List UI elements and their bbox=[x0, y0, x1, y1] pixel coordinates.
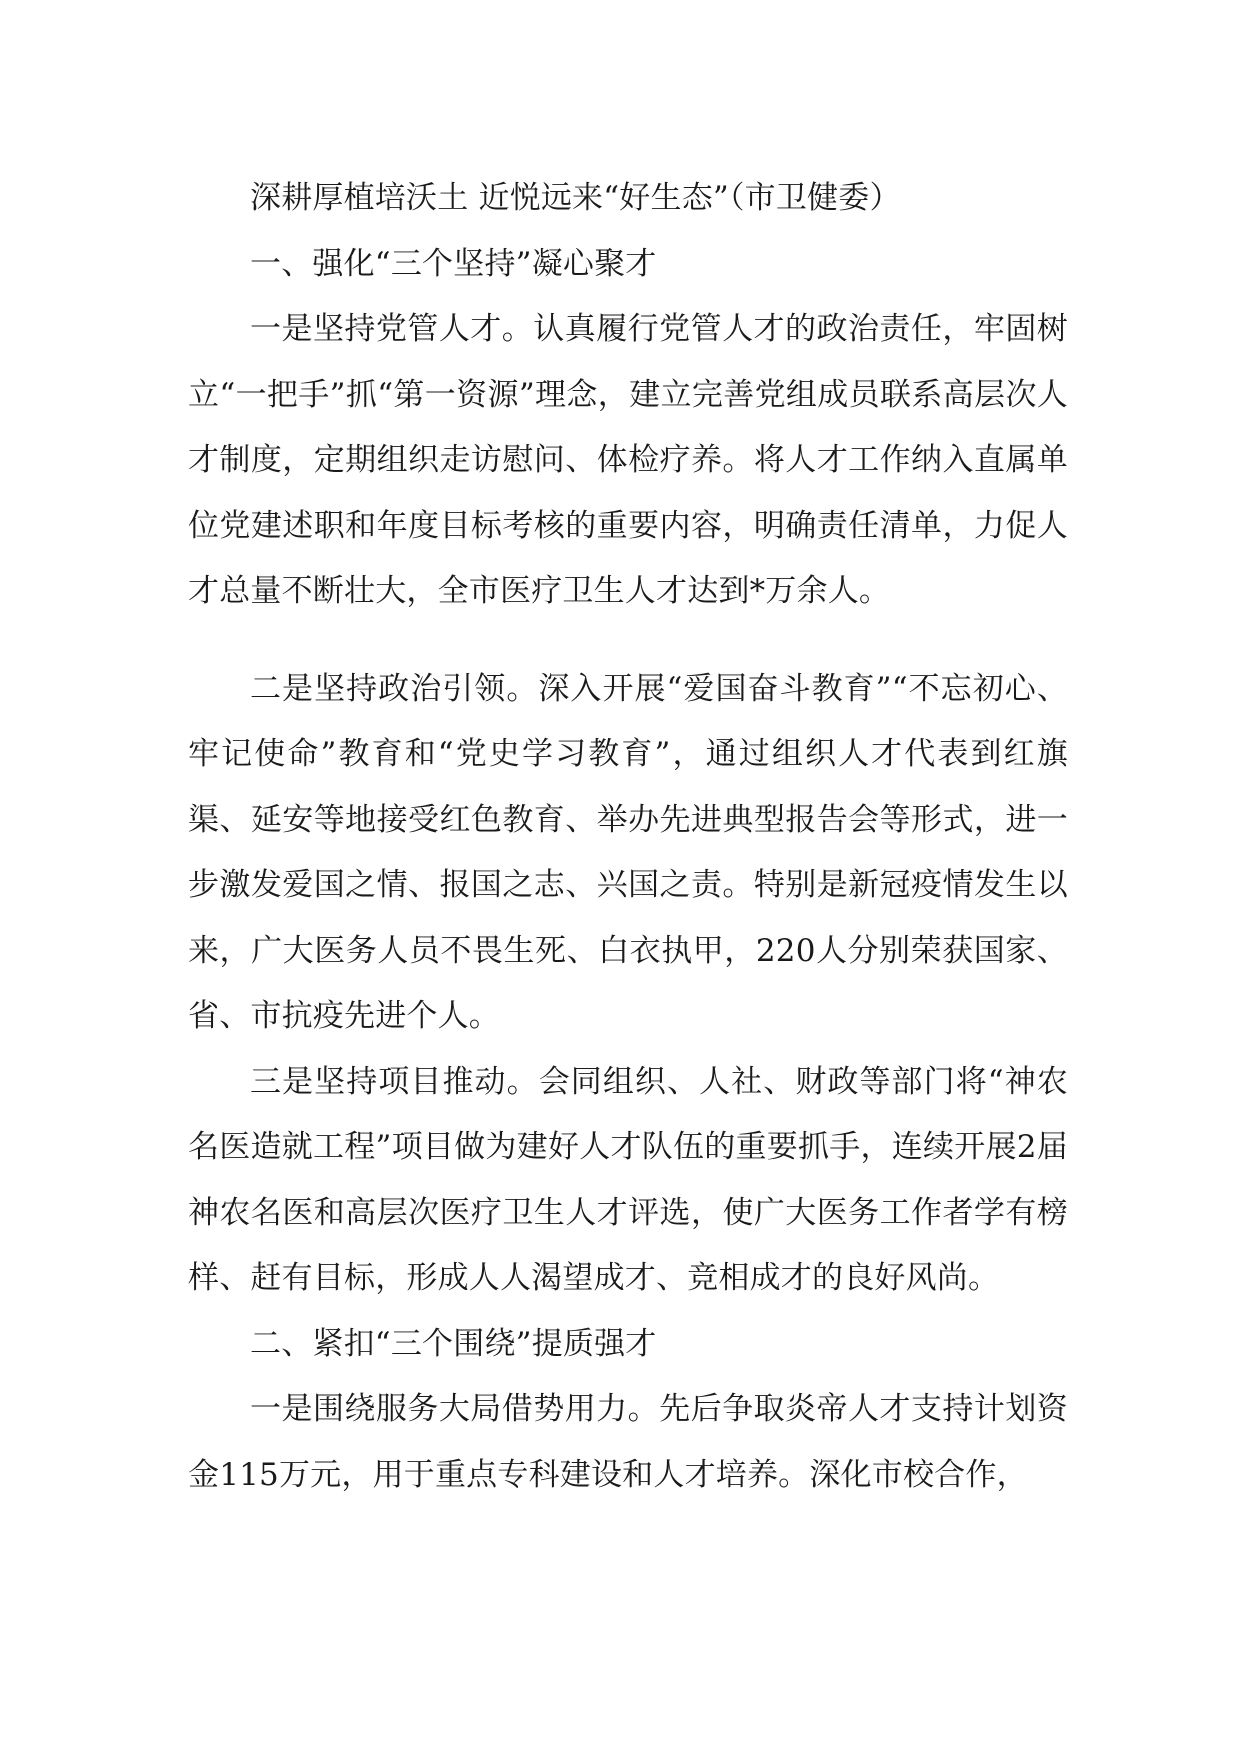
paragraph-project-promotion: 三是坚持项目推动。会同组织、人社、财政等部门将“神农名医造就工程”项目做为建好人才队伍的重要抓手，连续开展2届神农名医和高层次医疗卫生人才评选，使广大医务工作者学有榜样、赶有目标，形成人人渴望成才、竞相成才的良好风尚。 bbox=[188, 1063, 1068, 1296]
section-heading-2: 二、紧扣“三个围绕”提质强才 bbox=[250, 1325, 657, 1362]
paragraph-party-management: 一是坚持党管人才。认真履行党管人才的政治责任，牢固树立“一把手”抓“第一资源”理念，建立完善党组成员联系高层次人才制度，定期组织走访慰问、体检疗养。将人才工作纳入直属单位党建述职和年度目标考核的重要内容，明确责任清单，力促人才总量不断壮大，全市医疗卫生人才达到*万余人。 bbox=[188, 311, 1068, 609]
section-heading-1: 一、强化“三个坚持”凝心聚才 bbox=[250, 245, 657, 282]
document-body bbox=[188, 166, 1068, 1508]
paragraph-political-guidance: 二是坚持政治引领。深入开展“爱国奋斗教育”“不忘初心、牢记使命”教育和“党史学习教育”，通过组织人才代表到红旗渠、延安等地接受红色教育、举办先进典型报告会等形式，进一步激发爱国之情、报国之志、兴国之责。特别是新冠疫情发生以来，广大医务人员不畏生死、白衣执甲，220人分别荣获国家、省、市抗疫先进个人。 bbox=[188, 670, 1068, 1034]
document-title: 深耕厚植培沃土 近悦远来“好生态”（市卫健委） bbox=[250, 180, 901, 216]
paragraph-serve-overall: 一是围绕服务大局借势用力。先后争取炎帝人才支持计划资金115万元，用于重点专科建设和人才培养。深化市校合作， bbox=[188, 1391, 1068, 1493]
